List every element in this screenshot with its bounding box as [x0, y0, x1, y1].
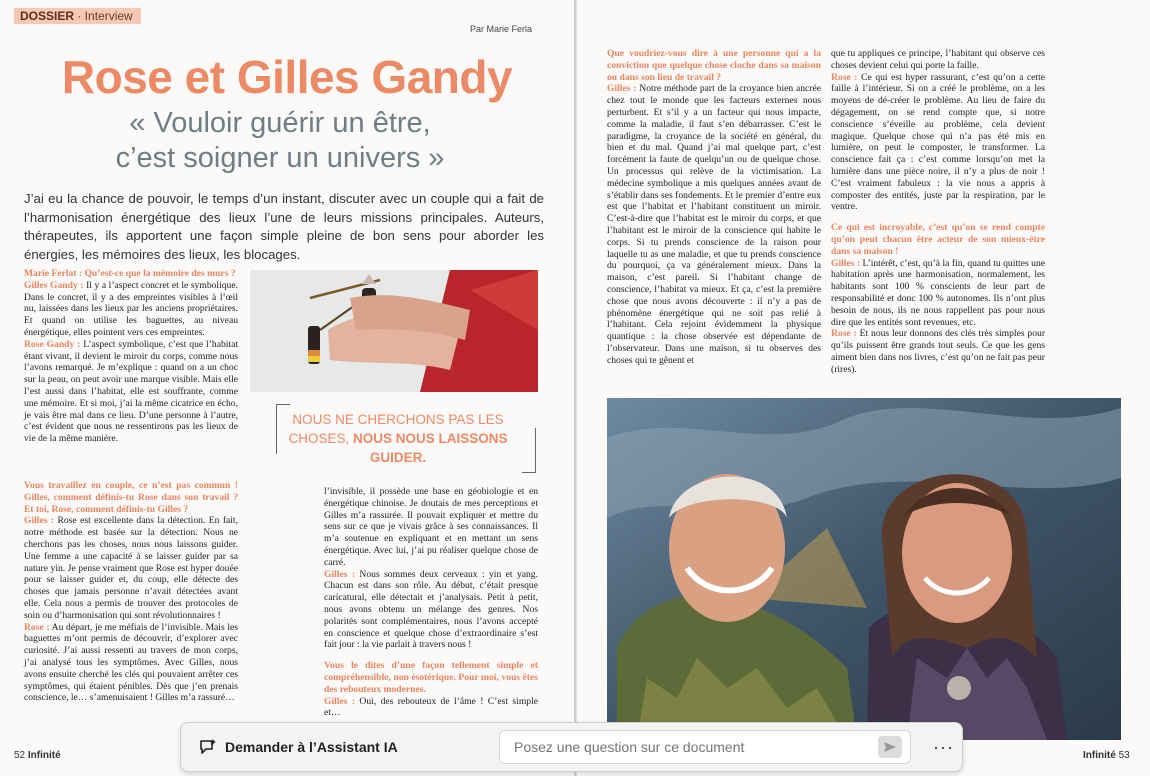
- paragraph: l’invisible, il possède une base en géobiologie et en énergétique chinoise. Je doutais de mes perceptions et Gilles m’a rassurée. Il pouvait expliquer et mettre du sens sur ce que je vivais grâce à ses connaissances. Il m’a soutenue en expliquant et en mettant un sens énergétique. Avec lui, j’ai pu réaliser quelque chose de carré.: [324, 486, 538, 568]
- answer: Gilles : Oui, des rebouteux de l’âme ! C’est simple et…: [324, 695, 538, 719]
- article-title: Rose et Gilles Gandy: [61, 51, 513, 103]
- byline: Par Marie Ferla: [470, 24, 533, 34]
- pullquote: NOUS NE CHERCHONS PAS LES CHOSES, NOUS NOUS LAISSONS GUIDER.: [288, 412, 508, 465]
- answer: Rose Gandy : L’aspect symbolique, c’est que l’habitat étant vivant, il devient le miroir du corps, comme nous l’avons remarqué. Je m’explique : quand on a un choc sur la peau, on peut avoir une marque visible. Mais elle l’est aussi dans l’habitat, elle est souffrante, comme une mémoire. Et si moi, j’ai la même cicatrice en écho, je vais être mal dans ce lieu. D’une personne à l’autre, c’est évident que nous ne ressentirons pas les lieux de vie de la même manière.: [24, 338, 239, 445]
- photo-hands-dowsing-rods: [250, 270, 538, 392]
- section-tag: DOSSIER · Interview: [14, 8, 141, 24]
- right-column-left: [607, 48, 821, 367]
- send-button[interactable]: [878, 736, 902, 758]
- question: Que voudriez-vous dire à une personne qui a la conviction que quelque chose cloche dans sa maison ou dans son lieu de travail ?: [607, 48, 821, 83]
- question: Vous travaillez en couple, ce n’est pas commun ! Gilles, comment définis-tu Rose dans son travail ? Et toi, Rose, comment définis-tu Gilles ?: [24, 480, 238, 515]
- question: Ce qui est incroyable, c’est qu’on se rend compte qu’on peut chacun être acteur de son mieux-être dans sa maison !: [831, 222, 1045, 257]
- right-column-right: [831, 48, 1045, 376]
- pullquote-bracket-right: [522, 428, 536, 473]
- answer: Gilles : L’intérêt, c’est, qu’à la fin, quand tu quittes une habitation après une harmonisation, normalement, les habitants sont 100 % conscients de leur part de responsabilité et donc 100 % autonomes. Ils n’ont plus besoin de nous, ils ne nous rappellent pas pour nous dire que les entités sont revenues, etc.: [831, 257, 1045, 328]
- paragraph: que tu appliques ce principe, l’habitant qui observe ces choses devient celui qui porte la faille.: [831, 48, 1045, 71]
- left-folio: 52 Infinité: [14, 750, 61, 761]
- assistant-question-input[interactable]: [514, 739, 874, 755]
- left-page: [0, 0, 574, 776]
- photo-rose-and-gilles-gandy: [607, 398, 1121, 740]
- answer: Gilles Gandy : Il y a l’aspect concret et le symbolique. Dans le concret, il y a des empreintes visibles à l’œil nu, laissées dans les lieux par les anciens propriétaires. Et quand on utilise les baguettes, au niveau énergétique, elles pointent vers ces empreintes.: [24, 279, 238, 338]
- right-folio: Infinité 53: [1083, 750, 1130, 761]
- answer: Gilles : Rose est excellente dans la détection. En fait, notre méthode est basée sur la détection. Nous ne cherchons pas les choses, nous nous laissons guider. Une femme a une capacité à se laisser guider par sa nature yin. Je pense vraiment que Rose est hyper douée pour se laisser guider et, du coup, elle détecte des choses que jamais personne n’avait détectées avant elle. Cela nous a permis de trouver des protocoles de soin ou d’harmonisation qui sont révolutionnaires !: [24, 515, 238, 621]
- left-column-bottom: [24, 480, 238, 704]
- ai-assistant-bar: [180, 722, 963, 772]
- answer: Rose : Ce qui est hyper rassurant, c’est qu’on a cette faille à l’intérieur. Si on a créé le problème, on a les moyens de dé-créer le problème. Au lieu de faire du dégagement, on se rend compte que, si notre conscience s’éveille au problème, cela devient magique. Quelque chose qui n’a pas été mis en lumière, on peut le composter, le transformer. La conscience fait ça : c’est comme lorsqu’on met la lumière dans une pièce noire, il n’y a plus de noir ! C’est vraiment fabuleux : la vie nous a appris à composter des entités, juste par la respiration, par le ventre.: [831, 71, 1046, 213]
- answer: Rose : Et nous leur donnons des clés très simples pour qu’ils puissent être grands tout seuls. Ce que les gens aiment bien dans nos livres, c’est qu’on ne fait pas peur (rires).: [831, 328, 1046, 375]
- lead-paragraph: J’ai eu la chance de pouvoir, le temps d’un instant, discuter avec un couple qui a fait de l’harmonisation énergétique des lieux l’une de leurs missions principales. Auteurs, thérapeutes, ils apportent une façon simple pleine de bon sens pour aborder les énergies, les mémoires des lieux, les blocages.: [24, 191, 544, 262]
- answer: Gilles : Notre méthode part de la croyance bien ancrée chez tout le monde que les facteurs externes nous perturbent. Et s’il y a un facteur qui nous impacte, comme la maladie, il faut s’en débarrasser. C’est le paradigme, la croyance de la société en général, du bien et du mal. Quand j’ai mal quelque part, c’est forcément la faute de quelqu’un ou de quelque chose. Un processus qui relève de la victimisation. La médecine symbolique a mis quelques années avant de s’établir dans ses fondements. Et le premier d’entre eux est que l’habitat et l’habitant constituent un miroir. C’est-à-dire que l’habitat est le miroir du corps, et que l’habitant est le miroir de la conscience qui habite le corps. Si tu prends conscience de la raison pour laquelle tu as une maladie, et que tu prends conscience du pourquoi, ça va généralement mieux. Dans la maison, c’est pareil. Si l’habitant change de conscience, l’habitat va mieux. Et ça, c’est la première chose que nous avons découverte : il n’y a pas de phénomène énergétique qui ne soit pas relié à l’habitant. Cela rejoint évidemment la physique quantique : la chose observée est dépendante de l’observateur. Dans une maison, si tu observes des choses qui te gênent et: [607, 83, 822, 366]
- assistant-question-field[interactable]: [499, 730, 911, 764]
- middle-column: [324, 486, 538, 719]
- send-icon: [883, 741, 897, 753]
- ask-assistant-label[interactable]: Demander à l’Assistant IA: [225, 739, 398, 755]
- more-options-button[interactable]: ···: [933, 736, 954, 757]
- right-page: [576, 0, 1150, 776]
- left-column-top: [24, 268, 238, 445]
- article-subtitle: « Vouloir guérir un être, c’est soigner un univers »: [115, 107, 445, 174]
- ai-chat-icon: [199, 738, 217, 756]
- answer: Rose : Au départ, je me méfiais de l’invisible. Mais les baguettes m’ont permis de découvrir, d’explorer avec curiosité. J’ai aussi ressenti au travers de mon corps, j’ai analysé tous les symptômes. Avec Gilles, nous avons ensuite cherché les clés qui pouvaient arrêter ces symptômes, qui étaient pénibles. Dès que j’en prenais conscience, le… s’amenuisaient ! Gilles m’a rassuré…: [24, 621, 238, 704]
- answer: Gilles : Nous sommes deux cerveaux : yin et yang. Chacun est dans son rôle. Au début, c’était presque caricatural, elle détectait et j’analysais. Petit à petit, nous avons obtenu un mélange des genres. Nos polarités sont complémentaires, nous l’avons accepté en conscience et quelque chose d’extraordinaire s’est fait jour : la vie parlait à travers nous !: [324, 568, 539, 651]
- question: Vous le dites d’une façon tellement simple et compréhensible, non ésotérique. Pour moi, vous êtes des rebouteux modernes.: [324, 660, 538, 695]
- question: Marie Ferlat : Qu’est-ce que la mémoire des murs ?: [24, 268, 236, 279]
